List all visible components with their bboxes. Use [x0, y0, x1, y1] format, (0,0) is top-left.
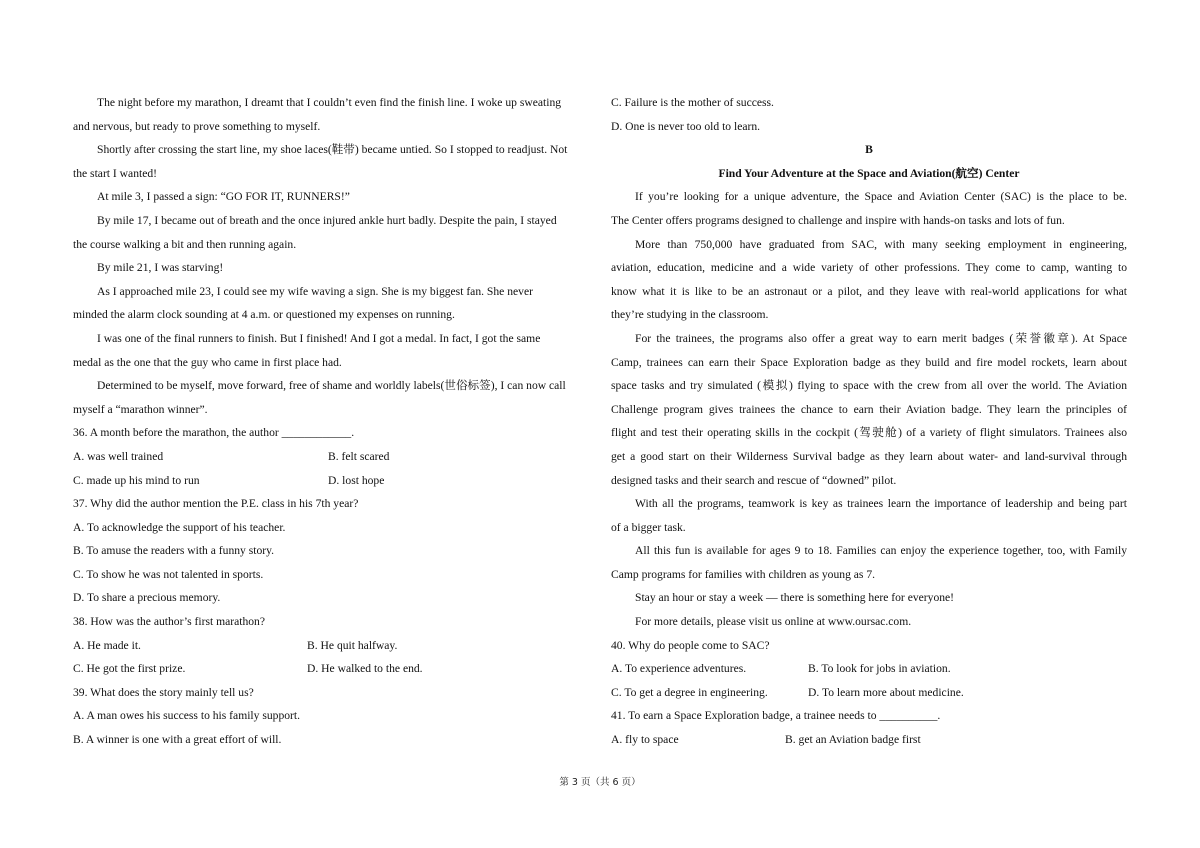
option-d: D. To share a precious memory. — [73, 591, 221, 605]
passage-line: get a good start on their Wilderness Survival badge as they learn about water- and land-survival through — [611, 449, 1127, 463]
passage-line: the course walking a bit and then running again. — [73, 237, 297, 251]
passage-line: With all the programs, teamwork is key as trainees learn the importance of leadership and being part — [635, 497, 1127, 511]
option-b: B. To amuse the readers with a funny story. — [73, 544, 275, 558]
option-a: A. To experience adventures. — [611, 662, 747, 676]
option-b: B. A winner is one with a great effort of will. — [73, 733, 282, 747]
passage-line: flight and test their operating skills in the cockpit (驾驶舱) of a variety of flight simulators. Trainees also — [611, 426, 1127, 440]
option-c: C. made up his mind to run — [73, 473, 200, 487]
passage-line: As I approached mile 23, I could see my wife waving a sign. She is my biggest fan. She never — [97, 284, 533, 298]
left-column — [73, 91, 588, 752]
option-a: A. fly to space — [611, 733, 679, 747]
passage-line: More than 750,000 have graduated from SAC, with many seeking employment in engineering, — [635, 237, 1127, 251]
passage-line: medal as the one that the guy who came in first place had. — [73, 355, 342, 369]
passage-line: For the trainees, the programs also offer a great way to earn merit badges (荣誉徽章). At Space — [635, 331, 1127, 345]
passage-line: know what it is like to be an astronaut or a pilot, and they leave with real-world applications for what — [611, 284, 1127, 298]
passage-line: designed tasks and their search and rescue of “downed” pilot. — [611, 473, 897, 487]
question-39: 39. What does the story mainly tell us? — [73, 685, 254, 699]
passage-line: of a bigger task. — [611, 520, 686, 534]
passage-line: minded the alarm clock sounding at 4 a.m. or questioned my expenses on running. — [73, 308, 455, 322]
passage-line: I was one of the final runners to finish. But I finished! And I got a medal. In fact, I got the same — [97, 331, 541, 345]
passage-line: space tasks and try simulated (模拟) flying to space with the crew from all over the world. The Aviation — [611, 379, 1127, 393]
passage-line: By mile 21, I was starving! — [97, 261, 224, 275]
passage-line: Camp, trainees can earn their Space Exploration badge as they build and fire model rockets, learn about — [611, 355, 1127, 369]
passage-line: By mile 17, I became out of breath and the once injured ankle hurt badly. Despite the pain, I stayed — [97, 213, 557, 227]
question-36: 36. A month before the marathon, the author ____________. — [73, 426, 355, 440]
passage-line: aviation, education, medicine and a wide variety of other professions. They come to camp, wanting to — [611, 261, 1127, 275]
page-number: 第 3 页（共 6 页） — [559, 777, 641, 788]
question-41: 41. To earn a Space Exploration badge, a trainee needs to __________. — [611, 709, 941, 723]
options-row — [73, 445, 588, 469]
passage-line: they’re studying in the classroom. — [611, 308, 769, 322]
option-d: D. He walked to the end. — [307, 662, 423, 676]
passage-title: Find Your Adventure at the Space and Aviation(航空) Center — [718, 166, 1020, 180]
passage-line: Challenge program gives trainees the chance to earn their Aviation badge. They learn the principles of — [611, 402, 1127, 416]
passage-line: Stay an hour or stay a week — there is something here for everyone! — [635, 591, 955, 605]
options-row — [73, 634, 588, 658]
passage-line: If you’re looking for a unique adventure, the Space and Aviation Center (SAC) is the place to be. — [635, 190, 1127, 204]
passage-line: Determined to be myself, move forward, free of shame and worldly labels(世俗标签), I can now call — [97, 379, 566, 393]
option-a: A. A man owes his success to his family support. — [73, 709, 301, 723]
options-row — [611, 728, 1127, 752]
option-b: B. To look for jobs in aviation. — [808, 662, 951, 676]
passage-line: The night before my marathon, I dreamt that I couldn’t even find the finish line. I woke up sweating — [97, 96, 562, 109]
question-37: 37. Why did the author mention the P.E. class in his 7th year? — [73, 497, 359, 511]
options-row — [73, 469, 588, 493]
options-row — [611, 681, 1127, 705]
passage-line: All this fun is available for ages 9 to 18. Families can enjoy the experience together, too, with Family — [635, 544, 1127, 558]
options-row — [73, 657, 588, 681]
option-d: D. One is never too old to learn. — [611, 119, 761, 133]
passage-line: and nervous, but ready to prove something to myself. — [73, 119, 321, 133]
option-b: B. get an Aviation badge first — [785, 733, 921, 747]
option-a: A. To acknowledge the support of his teacher. — [73, 520, 286, 534]
question-38: 38. How was the author’s first marathon? — [73, 615, 266, 629]
passage-line: The Center offers programs designed to challenge and inspire with hands-on tasks and lots of fun. — [611, 213, 1065, 227]
option-c: C. He got the first prize. — [73, 662, 186, 676]
option-c: C. Failure is the mother of success. — [611, 96, 774, 109]
option-b: B. felt scared — [328, 449, 390, 463]
passage-line: myself a “marathon winner”. — [73, 402, 208, 416]
passage-line: Shortly after crossing the start line, my shoe laces(鞋带) became untied. So I stopped to readjust. Not — [97, 143, 568, 157]
option-a: A. He made it. — [73, 638, 141, 652]
option-c: C. To get a degree in engineering. — [611, 685, 768, 699]
passage-line: the start I wanted! — [73, 166, 158, 180]
option-d: D. To learn more about medicine. — [808, 685, 964, 699]
passage-line: At mile 3, I passed a sign: “GO FOR IT, RUNNERS!” — [97, 190, 350, 204]
section-label: B — [865, 143, 873, 157]
option-a: A. was well trained — [73, 449, 164, 463]
option-d: D. lost hope — [328, 473, 385, 487]
passage-line: For more details, please visit us online at www.oursac.com. — [635, 615, 912, 629]
options-row — [611, 657, 1127, 681]
option-c: C. To show he was not talented in sports. — [73, 567, 264, 581]
passage-line: Camp programs for families with children as young as 7. — [611, 567, 876, 581]
option-b: B. He quit halfway. — [307, 638, 398, 652]
right-column — [611, 91, 1127, 752]
question-40: 40. Why do people come to SAC? — [611, 638, 770, 652]
